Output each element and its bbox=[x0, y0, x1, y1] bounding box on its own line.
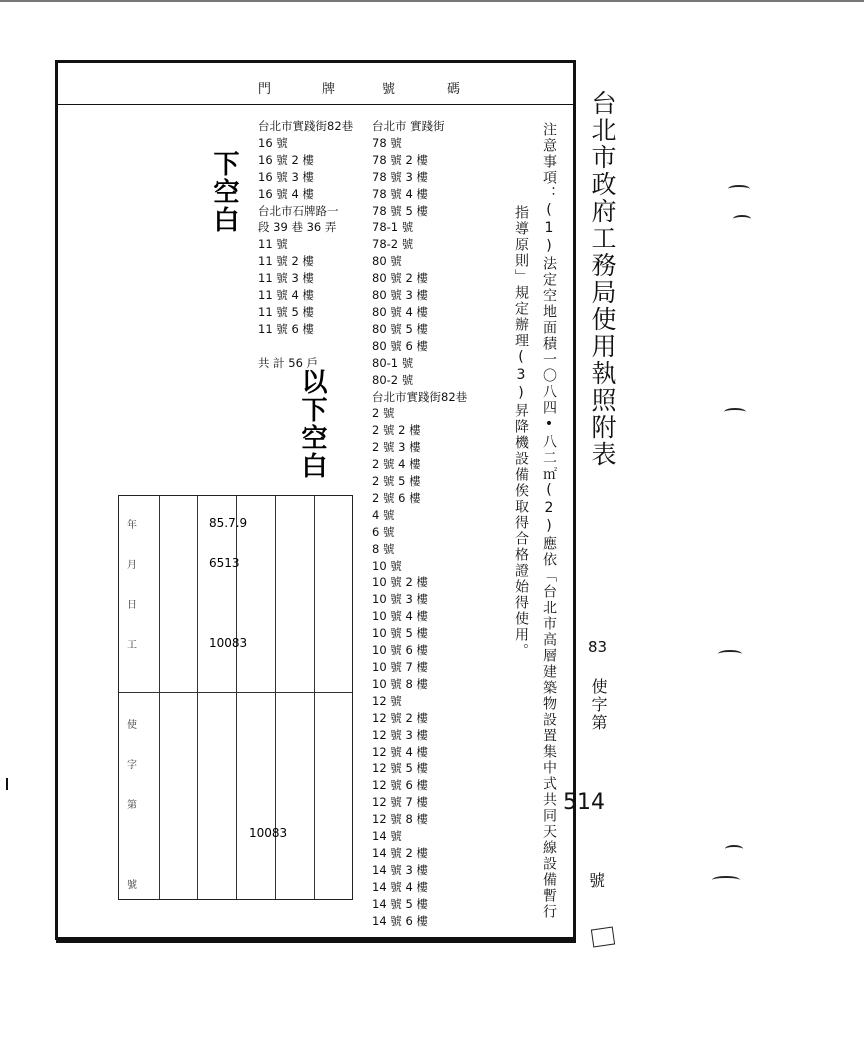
table-char-8: 號 bbox=[127, 880, 137, 891]
address-line: 8 號 bbox=[372, 541, 395, 556]
address-line: 10 號 7 樓 bbox=[372, 660, 428, 674]
table-handwritten-code-1: 10083 bbox=[209, 636, 248, 650]
address-line: 14 號 4 樓 bbox=[372, 879, 428, 894]
address-line: 16 號 bbox=[258, 135, 288, 150]
small-stamp-box bbox=[591, 927, 615, 948]
table-char-1: 年 bbox=[127, 520, 137, 531]
address-line: 10 號 4 樓 bbox=[372, 609, 428, 624]
address-line: 10 號 2 樓 bbox=[372, 575, 428, 590]
address-line: 78 號 4 樓 bbox=[372, 186, 428, 201]
address-line: 10 號 8 樓 bbox=[372, 676, 428, 691]
scan-mark bbox=[6, 778, 8, 790]
scan-mark bbox=[728, 185, 750, 193]
header-char-2: 牌 bbox=[322, 82, 336, 97]
address-line: 10 號 3 樓 bbox=[372, 592, 428, 607]
address-line: 14 號 3 樓 bbox=[372, 862, 428, 877]
address-line: 80 號 bbox=[372, 254, 402, 269]
address-line: 78 號 2 樓 bbox=[372, 152, 428, 167]
scan-mark bbox=[718, 650, 742, 658]
address-line: 80 號 6 樓 bbox=[372, 338, 428, 353]
address-line: 2 號 5 樓 bbox=[372, 474, 421, 489]
smudged-record-table bbox=[118, 495, 353, 900]
scan-mark bbox=[733, 215, 751, 223]
permit-type: 使字第 bbox=[589, 678, 608, 732]
blank-below-stamp-top: 下空白 bbox=[209, 150, 239, 234]
address-line: 12 號 2 樓 bbox=[372, 710, 428, 725]
address-line: 78 號 5 樓 bbox=[372, 203, 428, 218]
address-line: 12 號 bbox=[372, 693, 402, 708]
address-line: 14 號 bbox=[372, 829, 402, 844]
notes-column-2: 指導原則」規定辦理(3)昇降機設備俟取得合格證始得使用。 bbox=[513, 205, 529, 659]
scan-mark bbox=[712, 876, 740, 884]
header-char-4: 碼 bbox=[447, 82, 461, 97]
address-line: 16 號 3 樓 bbox=[258, 169, 314, 184]
address-line: 80-2 號 bbox=[372, 372, 414, 387]
address-line: 12 號 3 樓 bbox=[372, 727, 428, 742]
address-line: 14 號 2 樓 bbox=[372, 845, 428, 860]
table-char-2: 月 bbox=[127, 560, 137, 571]
address-line: 2 號 bbox=[372, 406, 395, 421]
scan-top-edge bbox=[0, 0, 864, 2]
table-char-6: 字 bbox=[127, 760, 137, 771]
address-line: 80 號 4 樓 bbox=[372, 304, 428, 319]
address-line: 2 號 2 樓 bbox=[372, 423, 421, 438]
address-line: 2 號 3 樓 bbox=[372, 440, 421, 455]
address-line: 段 39 巷 36 弄 bbox=[258, 220, 337, 235]
permit-suffix: 號 bbox=[589, 871, 606, 890]
address-line: 台北市實踐街82巷 bbox=[258, 119, 354, 133]
table-handwritten-number: 6513 bbox=[209, 556, 240, 570]
address-line: 10 號 6 樓 bbox=[372, 643, 428, 658]
address-line: 台北市 實踐街 bbox=[372, 119, 445, 133]
scan-mark bbox=[725, 845, 743, 853]
address-line: 11 號 6 樓 bbox=[258, 321, 314, 336]
address-line: 14 號 6 樓 bbox=[372, 913, 428, 928]
address-line: 16 號 4 樓 bbox=[258, 186, 314, 201]
address-line: 11 號 bbox=[258, 237, 288, 252]
header-char-3: 號 bbox=[382, 82, 396, 97]
address-line: 2 號 6 樓 bbox=[372, 490, 421, 505]
address-line: 80-1 號 bbox=[372, 355, 414, 370]
address-line: 78 號 bbox=[372, 135, 402, 150]
table-handwritten-date: 85.7.9 bbox=[209, 516, 248, 530]
address-line: 6 號 bbox=[372, 524, 395, 539]
permit-number: 514 bbox=[563, 790, 605, 815]
address-line: 16 號 2 樓 bbox=[258, 152, 314, 167]
page-title: 台北市政府工務局使用執照附表 bbox=[588, 90, 617, 468]
address-line: 12 號 8 樓 bbox=[372, 812, 428, 827]
address-line: 10 號 bbox=[372, 558, 402, 573]
address-line: 12 號 7 樓 bbox=[372, 795, 428, 810]
address-line: 14 號 5 樓 bbox=[372, 896, 428, 911]
address-line: 78 號 3 樓 bbox=[372, 169, 428, 184]
address-line: 台北市實踐街82巷 bbox=[372, 389, 468, 404]
table-char-4: 工 bbox=[127, 640, 137, 651]
address-line: 2 號 4 樓 bbox=[372, 457, 421, 472]
address-line: 11 號 2 樓 bbox=[258, 254, 314, 269]
scan-mark bbox=[724, 408, 746, 416]
address-line: 80 號 2 樓 bbox=[372, 271, 428, 286]
table-char-7: 第 bbox=[127, 800, 137, 811]
table-char-5: 使 bbox=[127, 720, 137, 731]
address-line bbox=[258, 338, 353, 355]
address-line: 12 號 4 樓 bbox=[372, 744, 428, 759]
address-line: 80 號 3 樓 bbox=[372, 288, 428, 303]
permit-year: 83 bbox=[588, 638, 608, 656]
address-line: 12 號 6 樓 bbox=[372, 778, 428, 793]
address-line: 78-1 號 bbox=[372, 220, 414, 235]
address-line: 台北市石牌路一 bbox=[258, 203, 339, 218]
frame-bottom bbox=[56, 940, 576, 943]
notes-column-1: 注意事項：(1)法定空地面積一〇八四•八二㎡(2)應依「台北市高層建築物設置集中式共同天線設備暫行 bbox=[541, 122, 557, 920]
address-line: 11 號 5 樓 bbox=[258, 304, 314, 319]
blank-below-stamp-middle: 以下空白 bbox=[297, 368, 327, 480]
address-line: 78-2 號 bbox=[372, 237, 414, 252]
address-line: 10 號 5 樓 bbox=[372, 626, 428, 641]
address-line: 80 號 5 樓 bbox=[372, 321, 428, 336]
address-line: 11 號 3 樓 bbox=[258, 271, 314, 286]
address-line: 共 計 56 戶 bbox=[258, 355, 319, 370]
table-handwritten-code-2: 10083 bbox=[249, 826, 288, 840]
address-list-right bbox=[372, 118, 467, 930]
header-char-1: 門 bbox=[258, 82, 272, 97]
address-line: 12 號 5 樓 bbox=[372, 761, 428, 776]
table-char-3: 日 bbox=[127, 600, 137, 611]
address-list-left bbox=[258, 118, 353, 372]
header-divider bbox=[58, 104, 573, 105]
address-line: 4 號 bbox=[372, 507, 395, 522]
address-line: 11 號 4 樓 bbox=[258, 288, 314, 303]
